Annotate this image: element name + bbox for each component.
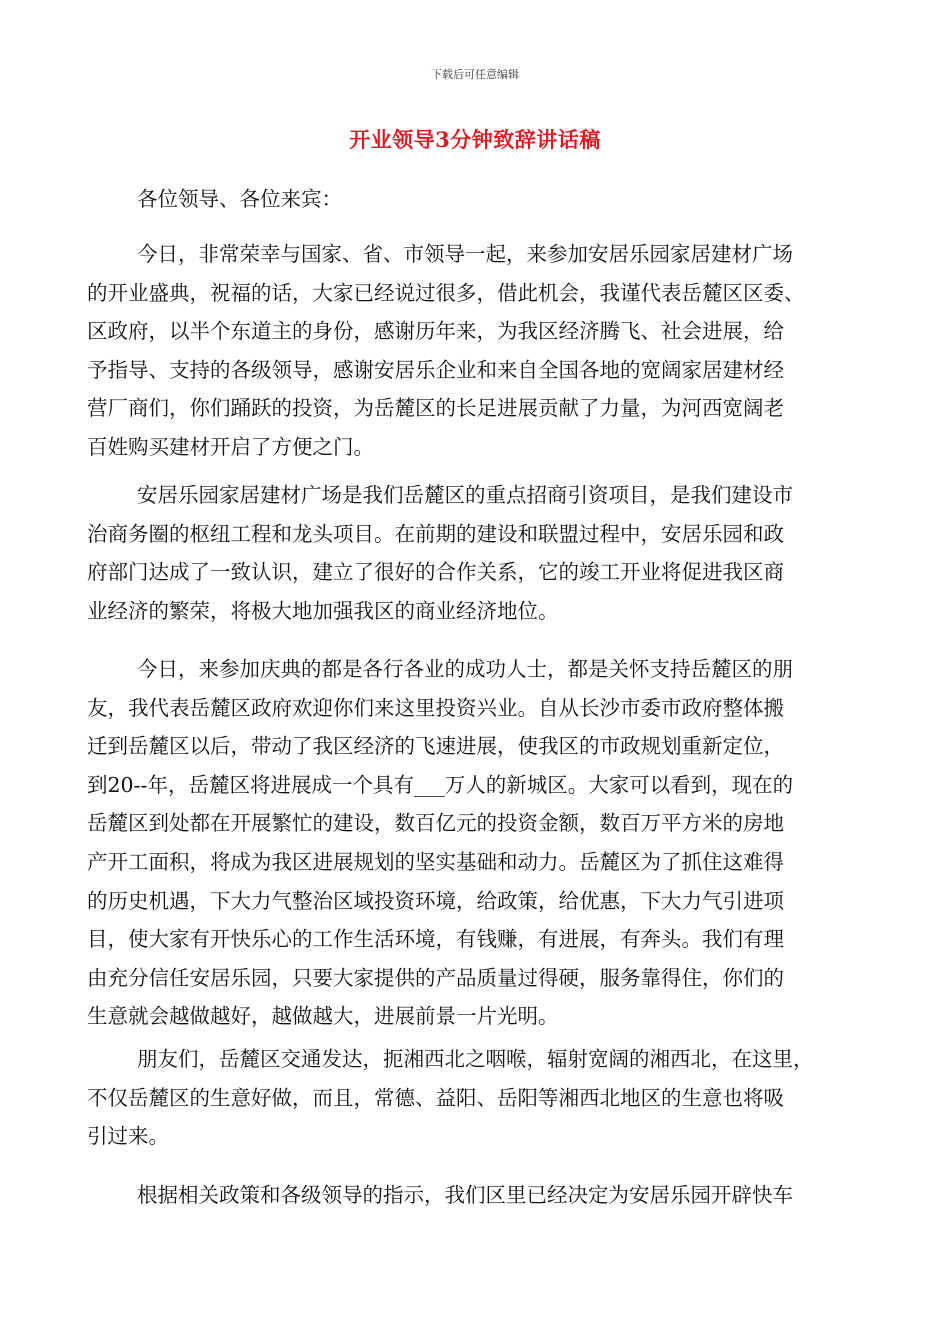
paragraph-line: 根据相关政策和各级领导的指示，我们区里已经决定为安居乐园开辟快车 <box>137 1183 793 1207</box>
paragraph-line: 不仅岳麓区的生意好做，而且，常德、益阳、岳阳等湘西北地区的生意也将吸 <box>87 1085 784 1110</box>
paragraph-line: 的开业盛典，祝福的话，大家已经说过很多，借此机会，我谨代表岳麓区区委、 <box>87 280 805 305</box>
paragraph-line: 府部门达成了一致认识，建立了很好的合作关系，它的竣工开业将促进我区商 <box>87 560 784 585</box>
paragraph-line: 治商务圈的枢纽工程和龙头项目。在前期的建设和联盟过程中，安居乐园和政 <box>87 521 784 546</box>
salutation: 各位领导、各位来宾： <box>137 187 342 211</box>
paragraph-1 <box>87 235 865 467</box>
paragraph-line: 区政府，以半个东道主的身份，感谢历年来，为我区经济腾飞、社会进展，给 <box>87 319 784 344</box>
paragraph-line: 业经济的繁荣，将极大地加强我区的商业经济地位。 <box>87 598 559 623</box>
paragraph-line: 迁到岳麓区以后，带动了我区经济的飞速进展，使我区的市政规划重新定位， <box>87 734 784 759</box>
paragraph-3 <box>87 650 865 1036</box>
paragraph-2 <box>87 476 865 630</box>
paragraph-line: 友，我代表岳麓区政府欢迎你们来这里投资兴业。自从长沙市委市政府整体搬 <box>87 695 784 720</box>
paragraph-line: 的历史机遇，下大力气整治区域投资环境，给政策，给优惠，下大力气引进项 <box>87 888 784 913</box>
paragraph-5 <box>87 1176 865 1215</box>
paragraph-line: 百姓购买建材开启了方便之门。 <box>87 434 374 459</box>
paragraph-line: 安居乐园家居建材广场是我们岳麓区的重点招商引资项目，是我们建设市 <box>137 483 793 507</box>
paragraph-line: 朋友们，岳麓区交通发达，扼湘西北之咽喉，辐射宽阔的湘西北，在这里， <box>137 1047 814 1071</box>
page-header-note: 下载后可任意编辑 <box>431 68 519 81</box>
paragraph-line: 目，使大家有开快乐心的工作生活环境，有钱赚，有进展，有奔头。我们有理 <box>87 927 784 952</box>
paragraph-line: 岳麓区到处都在开展繁忙的建设，数百亿元的投资金额，数百万平方米的房地 <box>87 811 784 836</box>
paragraph-line: 今日，非常荣幸与国家、省、市领导一起，来参加安居乐园家居建材广场 <box>137 242 793 266</box>
paragraph-line: 营厂商们，你们踊跃的投资，为岳麓区的长足进展贡献了力量，为河西宽阔老 <box>87 396 784 421</box>
paragraph-line: 到20--年，岳麓区将进展成一个具有___万人的新城区。大家可以看到，现在的 <box>87 772 794 797</box>
paragraph-line: 今日，来参加庆典的都是各行各业的成功人士，都是关怀支持岳麓区的朋 <box>137 657 793 681</box>
paragraph-line: 由充分信任安居乐园，只要大家提供的产品质量过得硬，服务靠得住，你们的 <box>87 965 784 990</box>
paragraph-line: 生意就会越做越好，越做越大，进展前景一片光明。 <box>87 1004 559 1029</box>
paragraph-4 <box>87 1040 865 1156</box>
document-title: 开业领导3分钟致辞讲话稿 <box>349 127 601 152</box>
paragraph-line: 予指导、支持的各级领导，感谢安居乐企业和来自全国各地的宽阔家居建材经 <box>87 357 784 382</box>
paragraph-line: 产开工面积，将成为我区进展规划的坚实基础和动力。岳麓区为了抓住这难得 <box>87 849 784 874</box>
paragraph-line: 引过来。 <box>87 1124 169 1149</box>
